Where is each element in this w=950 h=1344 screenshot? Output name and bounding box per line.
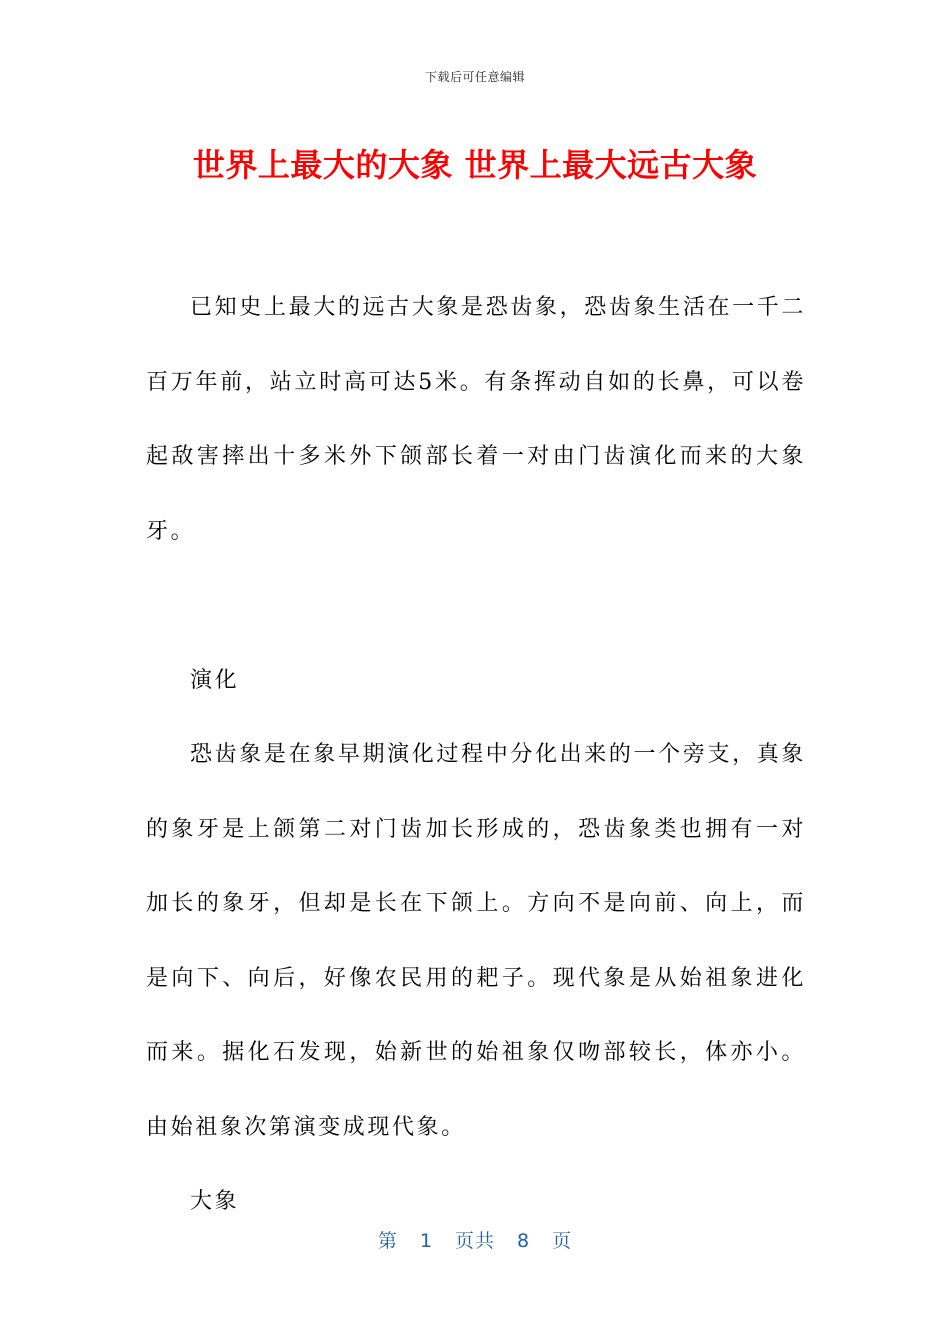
footer-suffix: 页 <box>552 1230 573 1252</box>
section-heading-elephant: 大象 <box>190 1189 240 1214</box>
document-title: 世界上最大的大象 世界上最大远古大象 <box>192 146 758 184</box>
footer-middle: 页共 <box>454 1230 495 1252</box>
header-note: 下载后可任意编辑 <box>424 70 525 84</box>
paragraph-gap <box>146 569 806 644</box>
section-heading-evolution: 演化 <box>190 667 240 693</box>
footer-prefix: 第 <box>377 1230 398 1252</box>
footer-total-pages: 8 <box>517 1230 531 1252</box>
document-body <box>146 271 806 1240</box>
page-footer <box>0 1226 950 1253</box>
footer-current-page: 1 <box>419 1230 433 1252</box>
paragraph-intro: 已知史上最大的远古大象是恐齿象，恐齿象生活在一千二百万年前，站立时高可达5米。有条挥动自如的长鼻，可以卷起敌害摔出十多米外下颌部长着一对由门齿演化而来的大象牙。 <box>146 295 806 544</box>
paragraph-evolution: 恐齿象是在象早期演化过程中分化出来的一个旁支，真象的象牙是上颌第二对门齿加长形成的，恐齿象类也拥有一对加长的象牙，但却是长在下颌上。方向不是向前、向上，而是向下、向后，好像农民用的耙子。现代象是从始祖象进化而来。据化石发现，始新世的始祖象仅吻部较长，体亦小。由始祖象次第演变成现代象。 <box>146 742 806 1140</box>
